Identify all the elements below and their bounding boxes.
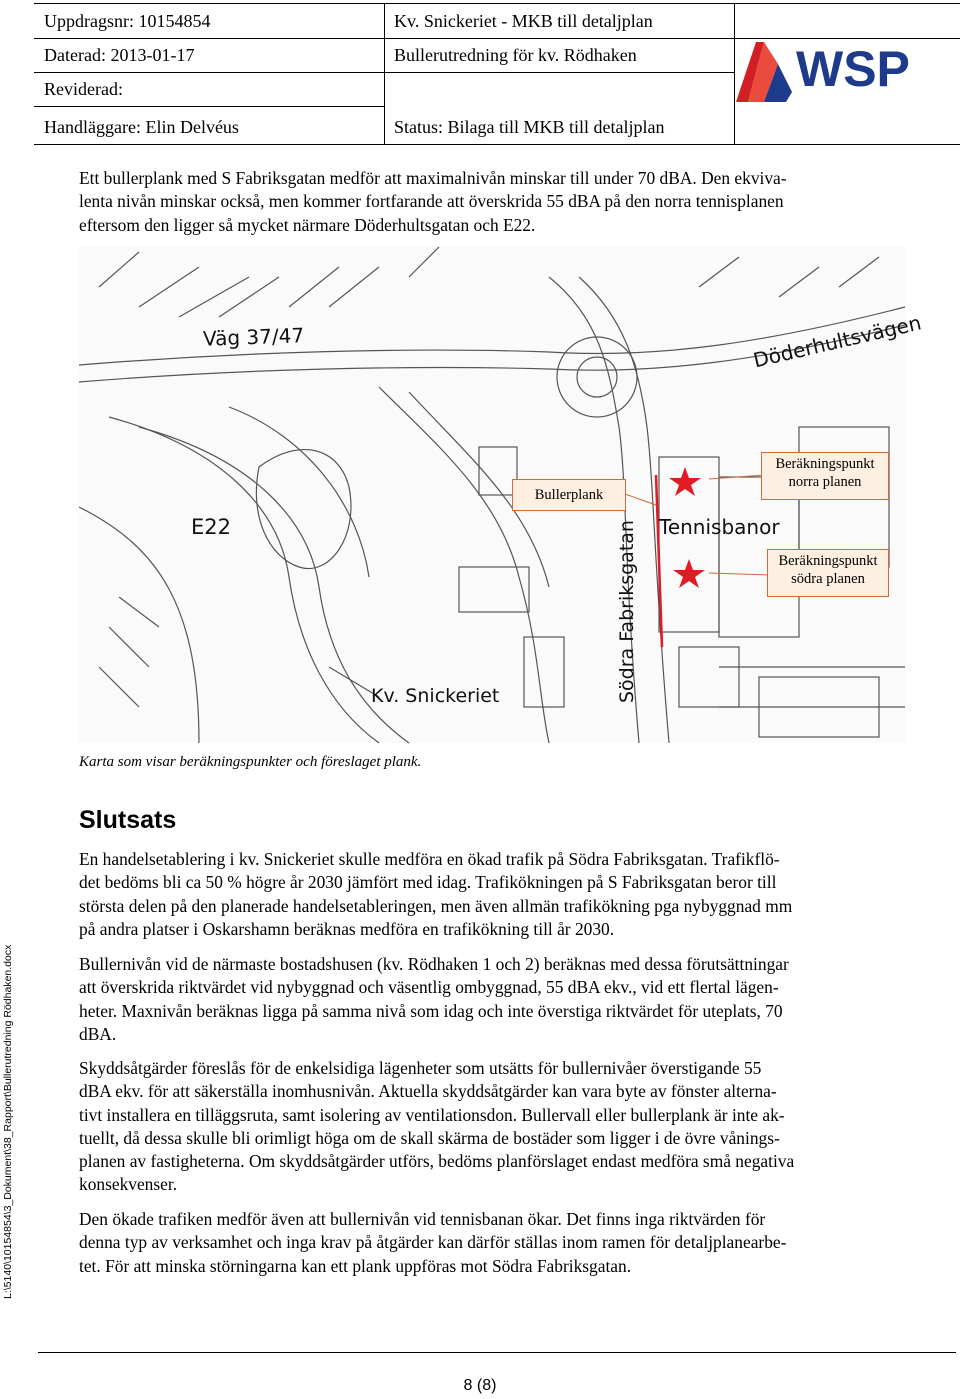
label-vag-37-47: Väg 37/47 <box>202 323 305 351</box>
text-line: eftersom den ligger så mycket närmare Döderhultsgatan och E22. <box>79 214 536 235</box>
map-caption: Karta som visar beräkningspunkter och föreslaget plank. <box>79 754 422 770</box>
callout-calc-point-north <box>761 452 889 500</box>
text-line: konsekvenser. <box>79 1174 178 1195</box>
label-sodra-fabriksgatan: Södra Fabriksgatan <box>616 520 638 703</box>
text-line: Bullernivån vid de närmaste bostadshusen (kv. Rödhaken 1 och 2) beräknas med dessa förutsättningar <box>79 954 789 974</box>
text-line: Skyddsåtgärder föreslås för de enkelsidiga lägenheter som utsätts för bullernivåer överstigande 55 <box>79 1058 762 1078</box>
calc-point-south-marker <box>673 559 705 588</box>
conclusion-paragraph-3 <box>79 1057 909 1197</box>
text-line: tuellt, då dessa skulle bli orimligt höga om de skall skärma de bostäder som ligger i de övre vånings- <box>79 1127 780 1148</box>
text-line: planen av fastigheterna. Om skyddsåtgärder utförs, bedöms planförslaget endast medföra små negativa <box>79 1151 795 1172</box>
text-line: tivt installera en tilläggsruta, samt isolering av ventilationsdon. Bullervall eller bullerplank är inte ak- <box>79 1104 785 1125</box>
label-tennisbanor: Tennisbanor <box>659 515 780 539</box>
text-line: att överskrida riktvärdet vid nybyggnad och väsentlig ombyggnad, 55 dBA ekv., vid ett flertal lägen- <box>79 977 779 998</box>
text-line: En handelsetablering i kv. Snickeriet skulle medföra en ökad trafik på Södra Fabriksgatan. Trafikflö- <box>79 849 780 869</box>
text-line: Ett bullerplank med S Fabriksgatan medför att maximalnivån minskar till under 70 dBA. Den ekviva- <box>79 168 787 188</box>
callout-calc-point-south <box>767 549 889 597</box>
page-number: 8 (8) <box>463 1377 497 1394</box>
text-line: denna typ av verksamhet och inga krav på åtgärder kan därför ställas inom ramen för detaljplanearbe- <box>79 1232 787 1253</box>
handler: Handläggare: Elin Delvéus <box>44 117 239 137</box>
text-line: dBA. <box>79 1023 117 1044</box>
label-doderhultsvagen: Döderhultsvägen <box>751 310 924 373</box>
label-kv-snickeriet: Kv. Snickeriet <box>371 685 500 707</box>
text-line: det bedöms bli ca 50 % högre år 2030 jämfört med idag. Trafikökningen på S Fabriksgatan beror till <box>79 872 777 893</box>
report-subject: Bullerutredning för kv. Rödhaken <box>394 45 637 65</box>
wsp-logo <box>734 34 934 114</box>
project-title: Kv. Snickeriet - MKB till detaljplan <box>394 11 653 31</box>
text-line: dBA ekv. för att säkerställa inomhusnivån. Aktuella skyddsåtgärder kan vara byte av fönster alterna- <box>79 1081 777 1102</box>
revised: Reviderad: <box>44 79 123 99</box>
footer-divider <box>38 1352 956 1353</box>
conclusion-paragraph-1 <box>79 848 909 941</box>
status: Status: Bilaga till MKB till detaljplan <box>394 117 665 137</box>
text-line: tet. För att minska störningarna kan ett plank uppföras mot Södra Fabriksgatan. <box>79 1255 632 1276</box>
text-line: på andra platser i Oskarshamn beräknas medföra en trafikökning till år 2030. <box>79 918 615 939</box>
conclusion-paragraph-2 <box>79 953 909 1046</box>
label-e22: E22 <box>191 515 231 539</box>
logo-text: WSP <box>796 41 910 97</box>
callout-text: Beräkningspunkt <box>778 553 878 569</box>
file-path: L:\5140\10154854\3_Dokument\38_Rapport\Bullerutredning Rödhaken.docx <box>2 944 14 1299</box>
section-heading: Slutsats <box>79 806 177 834</box>
date: Daterad: 2013-01-17 <box>44 45 195 65</box>
intro-paragraph <box>79 167 909 237</box>
text-line: heter. Maxnivån beräknas ligga på samma nivå som idag och inte överstiga riktvärdet för uteplats, 70 <box>79 1000 783 1021</box>
conclusion-paragraph-4 <box>79 1208 909 1278</box>
assignment-number: Uppdragsnr: 10154854 <box>44 11 211 31</box>
callout-text: södra planen <box>791 571 865 587</box>
callout-text: Bullerplank <box>534 487 604 503</box>
calc-point-north-marker <box>669 467 701 496</box>
callout-text: Beräkningspunkt <box>775 456 875 472</box>
text-line: största delen på den planerade handelsetableringen, men även allmän trafikökning pga nybyggnad mm <box>79 895 793 916</box>
document-header <box>34 3 960 145</box>
text-line: Den ökade trafiken medför även att bullernivån vid tennisbanan ökar. Det finns inga riktvärden för <box>79 1209 766 1229</box>
callout-text: norra planen <box>788 474 862 490</box>
callout-bullerplank <box>512 479 626 511</box>
site-map <box>79 247 924 743</box>
text-line: lenta nivån minskar också, men kommer fortfarande att överskrida 55 dBA på den norra tennisplanen <box>79 191 784 212</box>
